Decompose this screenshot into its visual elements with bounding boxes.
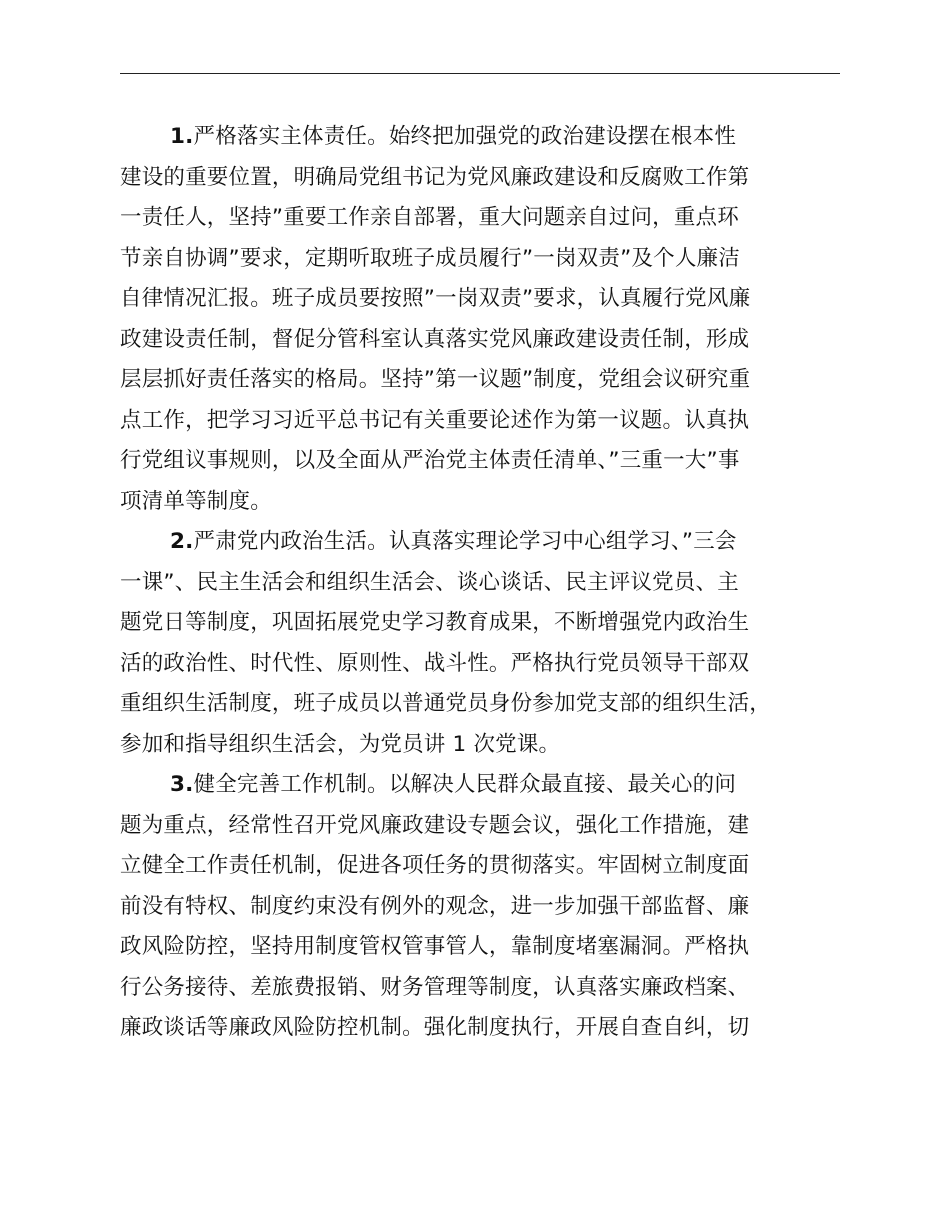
paragraph-line: 题为重点，经常性召开党风廉政建设专题会议，强化工作措施，建: [120, 812, 750, 838]
paragraph-line: 行党组议事规则，以及全面从严治党主体责任清单、”三重一大”事: [120, 448, 740, 473]
paragraph-line: 廉政谈话等廉政风险防控机制。强化制度执行，开展自查自纠，切: [120, 1015, 750, 1040]
paragraph-1: [120, 117, 860, 522]
paragraph-2: [120, 522, 860, 765]
paragraph-line: 建设的重要位置，明确局党组书记为党风廉政建设和反腐败工作第: [120, 164, 750, 190]
paragraph-line: 一责任人，坚持”重要工作亲自部署，重大问题亲自过问，重点环: [120, 205, 739, 230]
header-rule: [120, 73, 840, 74]
paragraph-number: 1.: [170, 124, 194, 149]
paragraph-3: [120, 765, 860, 1049]
paragraph-line: 政建设责任制，督促分管科室认真落实党风廉政建设责任制，形成: [120, 326, 750, 352]
paragraph-line: 政风险防控，坚持用制度管权管事管人，靠制度堵塞漏洞。严格执: [120, 934, 750, 959]
paragraph-number: 2.: [170, 529, 194, 554]
paragraph-line: 参加和指导组织生活会，为党员讲 1 次党课。: [120, 731, 561, 757]
paragraph-line: 行公务接待、差旅费报销、财务管理等制度，认真落实廉政档案、: [120, 974, 750, 1000]
paragraph-line: 重组织生活制度，班子成员以普通党员身份参加党支部的组织生活，: [120, 691, 772, 716]
paragraph-line: 自律情况汇报。班子成员要按照”一岗双责”要求，认真履行党风廉: [120, 286, 751, 311]
paragraph-line: 3.健全完善工作机制。以解决人民群众最直接、最关心的问: [170, 772, 737, 797]
paragraph-line: 节亲自协调”要求，定期听取班子成员履行”一岗双责”及个人廉洁: [120, 245, 740, 271]
paragraph-line: 1.严格落实主体责任。始终把加强党的政治建设摆在根本性: [170, 124, 737, 149]
paragraph-line: 活的政治性、时代性、原则性、战斗性。严格执行党员领导干部双: [120, 650, 750, 676]
paragraph-line: 题党日等制度，巩固拓展党史学习教育成果，不断增强党内政治生: [120, 610, 750, 635]
paragraph-line: 项清单等制度。: [120, 488, 272, 514]
document-body: [120, 117, 860, 1049]
paragraph-line: 点工作，把学习习近平总书记有关重要论述作为第一议题。认真执: [120, 407, 750, 433]
paragraph-line: 2.严肃党内政治生活。认真落实理论学习中心组学习、”三会: [170, 529, 737, 554]
paragraph-line: 前没有特权、制度约束没有例外的观念，进一步加强干部监督、廉: [120, 893, 750, 919]
paragraph-number: 3.: [170, 772, 194, 797]
paragraph-line: 层层抓好责任落实的格局。坚持”第一议题”制度，党组会议研究重: [120, 367, 751, 392]
paragraph-line: 一课”、民主生活会和组织生活会、谈心谈话、民主评议党员、主: [120, 569, 739, 595]
paragraph-line: 立健全工作责任机制，促进各项任务的贯彻落实。牢固树立制度面: [120, 853, 750, 878]
